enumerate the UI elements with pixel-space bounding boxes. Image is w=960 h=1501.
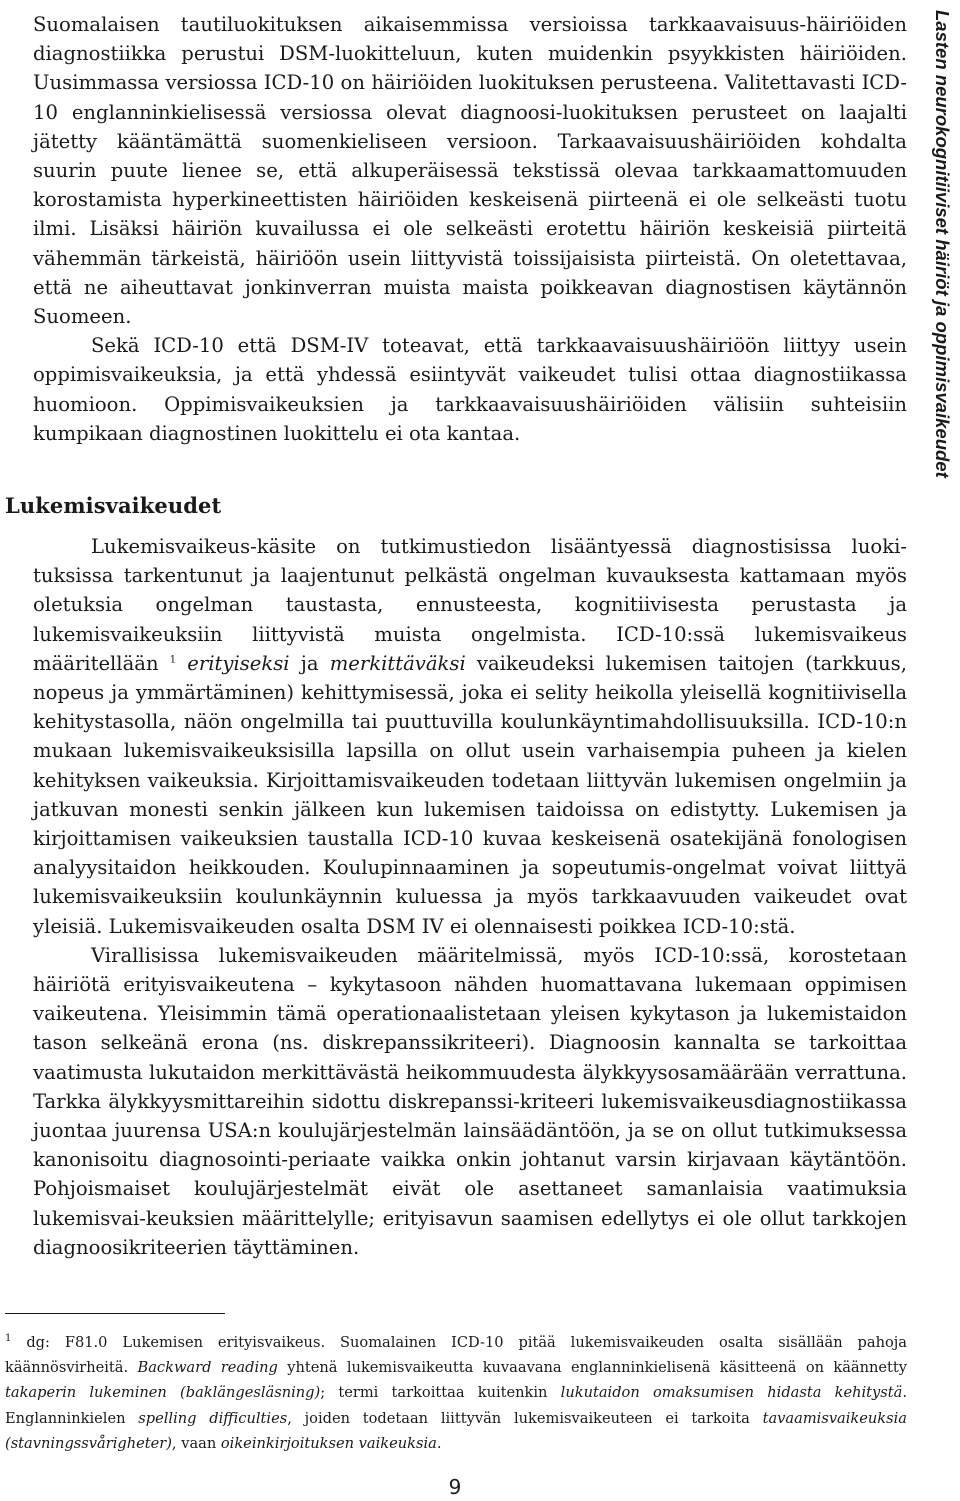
- section-p1-text-mid: ja: [300, 651, 319, 675]
- section-p1-emphasis-1: erityiseksi: [187, 651, 290, 675]
- footnote-emphasis-4: spelling difficulties: [138, 1409, 288, 1427]
- section-p1-emphasis-2: merkittäväksi: [329, 651, 466, 675]
- intro-paragraph-2: Sekä ICD-10 että DSM-IV toteavat, että tarkkaavaisuushäiriöön liittyy usein oppimisvaikeuksia, ja että yhdessä esiintyvät vaikeudet tulisi ottaa diagnostiikassa huomioon. Oppimisvaikeuksien ja tarkkaavaisuushäiriöiden välisiin suhteisiin kumpikaan diagnostinen luokittelu ei ota kantaa.: [33, 334, 907, 445]
- footnote-emphasis-6: oikeinkirjoituksen vaikeuksia: [220, 1434, 437, 1452]
- section-heading: Lukemisvaikeudet: [5, 493, 222, 518]
- footnote-text-4: . Englanninkielen: [5, 1384, 907, 1427]
- section-p1-text-a: Lukemisvaikeus-käsite on tutkimustiedon lisääntyessä diagnostisissa luokituksissa tarkentunut ja laajentunut pelkästä ongelman kuvauksesta kattamaan myös oletuksia ongelman taustasta, ennusteesta, kognitiivisesta perustasta ja lukemisvaikeuksiin liittyvistä muista ongelmista. ICD-10:ssä lukemisvaikeus määritellään: [33, 535, 907, 675]
- footnote-marker: 1: [5, 1333, 12, 1345]
- running-header-side-title: Lasten neurokognitiiviset häiriöt ja oppimisvaikeudet: [932, 10, 953, 478]
- footnote-emphasis-3: lukutaidon omaksumisen hidasta kehitystä: [560, 1384, 903, 1402]
- footnote: [5, 1330, 907, 1456]
- footnote-text-7: .: [436, 1434, 442, 1452]
- footnote-reference[interactable]: 1: [169, 654, 177, 666]
- footnote-emphasis-2: takaperin lukeminen (baklängesläsning): [5, 1384, 321, 1402]
- section-p1-text-b: vaikeudeksi lukemisen taitojen (tarkkuus, nopeus ja ymmärtäminen) kehittymisessä, joka ei selity heikolla yleisellä kognitiivisella kehitystasolla, näön ongelmilla tai puuttuvilla koulunkäyntimahdollisuuksilla. ICD-10:n mukaan lukemisvaikeuksisilla lapsilla on ollut usein varhaisempia puheen ja kielen kehityksen vaikeuksia. Kirjoittamisvaikeuden todetaan liittyvän lukemisen ongelmiin ja jatkuvan monesti senkin jälkeen kun lukemisen taidoissa on edistytty. Lukemisen ja kirjoittamisen vaikeuksien taustalla ICD-10 kuvaa keskeisenä osatekijänä fonologisen analyysitaidon heikkouden. Koulupinnaaminen ja sopeutumis-ongelmat voivat liittyä lukemisvaikeuksiin koulunkäynnin kuluessa ja myös tarkkaavuuden vaikeudet ovat yleisiä. Lukemisvaikeuden osalta DSM IV ei olennaisesti poikkea ICD-10:stä.: [33, 651, 907, 938]
- intro-text: [33, 10, 907, 448]
- footnote-text-2: yhtenä lukemisvaikeutta kuvaavana englanninkielisenä käsitteenä on käännetty: [287, 1359, 908, 1377]
- footnote-emphasis-1: Backward reading: [137, 1359, 278, 1377]
- footnote-divider: [5, 1313, 225, 1314]
- footnote-text-3: ; termi tarkoittaa kuitenkin: [320, 1384, 548, 1402]
- section-text: [33, 532, 907, 1262]
- section-paragraph-2: Virallisissa lukemisvaikeuden määritelmissä, myös ICD-10:ssä, korostetaan häiriötä erityisvaikeutena – kykytasoon nähden huomattavana lukemaan oppimisen vaikeutena. Yleisimmin tämä operationaalistetaan yleisen kykytason ja lukemistaidon tason selkeänä erona (ns. diskrepanssikriteeri). Diagnoosin kannalta se tarkoittaa vaatimusta lukutaidon merkittävästä heikommuudesta älykkyysosamäärään verrattuna. Tarkka älykkyysmittareihin sidottu diskrepanssi-kriteeri lukemisvaikeusdiagnostiikassa juontaa juurensa USA:n koulujärjestelmän lainsäädäntöön, ja se on ollut tutkimuksessa kanonisoitu diagnosointi-periaate vaikka onkin johtanut varsin kirjavaan käytäntöön. Pohjoismaiset koulujärjestelmät eivät ole asettaneet samanlaisia vaatimuksia lukemisvai-keuksien määrittelylle; erityisavun saamisen edellytys ei ole ollut tarkkojen diagnoosikriteerien täyttäminen.: [33, 943, 907, 1259]
- intro-paragraph-1: Suomalaisen tautiluokituksen aikaisemmissa versioissa tarkkaavaisuus-häiriöiden diagnostiikka perustui DSM-luokitteluun, kuten muidenkin psyykkisten häiriöiden. Uusimmassa versiossa ICD-10 on häiriöiden luokituksen perusteena. Valitettavasti ICD-10 englanninkielisessä versiossa olevat diagnoosi-luokituksen perusteet on laajalti jätetty kääntämättä suomenkieliseen versioon. Tarkaavaisuushäiriöiden kohdalta suurin puute lienee se, että alkuperäisessä tekstissä olevaa tarkkaamattomuuden korostamista hyperkineettisten häiriöiden keskeisenä piirteenä ei ole selkeästi tuotu ilmi. Lisäksi häiriön kuvailussa ei ole selkeästi erotettu häiriön keskeisiä piirteitä vähemmän tärkeistä, häiriöön usein liittyvistä toissijaisista piirteistä. On oletettavaa, että ne aiheuttavat jonkinverran muista maista poikkeavan diagnostisen käytännön Suomeen.: [33, 13, 907, 329]
- footnote-text-5: , joiden todetaan liittyvän lukemisvaikeuteen ei tarkoita: [287, 1409, 750, 1427]
- section-paragraph-1: [33, 532, 907, 941]
- footnote-text-1: dg: F81.0 Lukemisen erityisvaikeus. Suomalainen ICD-10 pitää lukemisvaikeuden osalta sisällään pahoja käännösvirheitä.: [5, 1334, 907, 1377]
- footnote-text-6: , vaan: [171, 1434, 217, 1452]
- page-number: 9: [448, 1475, 462, 1499]
- footnote-emphasis-5: tavaamisvaikeuksia (stavningssvårigheter): [5, 1409, 908, 1452]
